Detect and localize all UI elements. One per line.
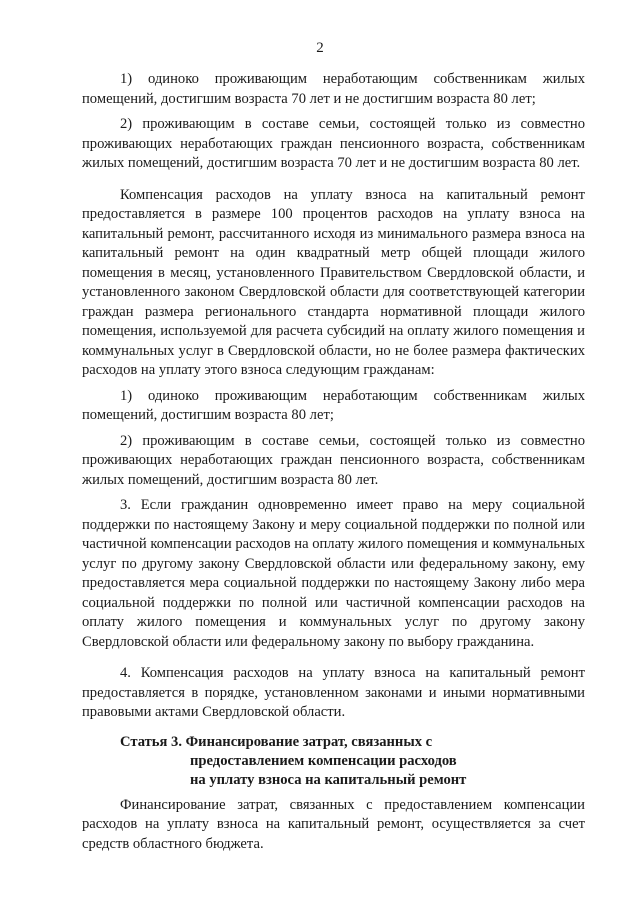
article-3-heading: [82, 733, 585, 790]
section-3-paragraph: 3. Если гражданин одновременно имеет право на меру социальной поддержки по настоящему Закону и меру социальной поддержки по полной или частичной компенсации расходов на оплату жилого помещения и коммунальных услуг по другому закону Свердловской области или федеральному закону, ему предоставляется мера социальной поддержки по настоящему Закону либо мера социальной поддержки по полной или частичной компенсации расходов на оплату жилого помещения и коммунальных услуг по другому закону Свердловской области или федеральному закону по выбору гражданина.: [82, 497, 585, 650]
article-heading-line-2: предоставлением компенсации расходов: [190, 752, 457, 769]
list-item-1-age-80: 1) одиноко проживающим неработающим собственникам жилых помещений, достигшим возраста 80 лет;: [82, 387, 585, 423]
list-item-1-age-70: 1) одиноко проживающим неработающим собственникам жилых помещений, достигшим возраста 70 лет и не достигшим возраста 80 лет;: [82, 71, 585, 107]
section-4-paragraph: 4. Компенсация расходов на уплату взноса на капитальный ремонт предоставляется в порядке, установленном законами и иными нормативными правовыми актами Свердловской области.: [82, 665, 585, 720]
list-item-2-age-80: 2) проживающим в составе семьи, состоящей только из совместно проживающих неработающих граждан пенсионного возраста, собственникам жилых помещений, достигшим возраста 80 лет.: [82, 432, 585, 488]
article-heading-line-3: на уплату взноса на капитальный ремонт: [190, 771, 467, 788]
list-item-2-age-70: 2) проживающим в составе семьи, состоящей только из совместно проживающих неработающих граждан пенсионного возраста, собственникам жилых помещений, достигшим возраста 70 лет и не достигшим возраста 80 лет.: [82, 116, 585, 171]
page-number: 2: [316, 40, 324, 56]
article-3-body: Финансирование затрат, связанных с предоставлением компенсации расходов на уплату взноса на капитальный ремонт, осуществляется за счет средств областного бюджета.: [82, 796, 585, 852]
article-heading-line-1: Статья 3. Финансирование затрат, связанных с: [120, 733, 433, 750]
compensation-paragraph: Компенсация расходов на уплату взноса на капитальный ремонт предоставляется в размере 100 процентов расходов на уплату взноса на капитальный ремонт, рассчитанного исходя из минимального размера взноса на капитальный ремонт на один квадратный метр общей площади жилого помещения в месяц, установленного Правительством Свердловской области, и установленного законом Свердловской области для соответствующей категории граждан размера регионального стандарта нормативной площади жилого помещения, используемой для расчета субсидий на оплату жилого помещения и коммунальных услуг в Свердловской области, но не более размера фактических расходов на уплату этого взноса следующим гражданам:: [82, 186, 585, 378]
document-body: [82, 70, 585, 854]
